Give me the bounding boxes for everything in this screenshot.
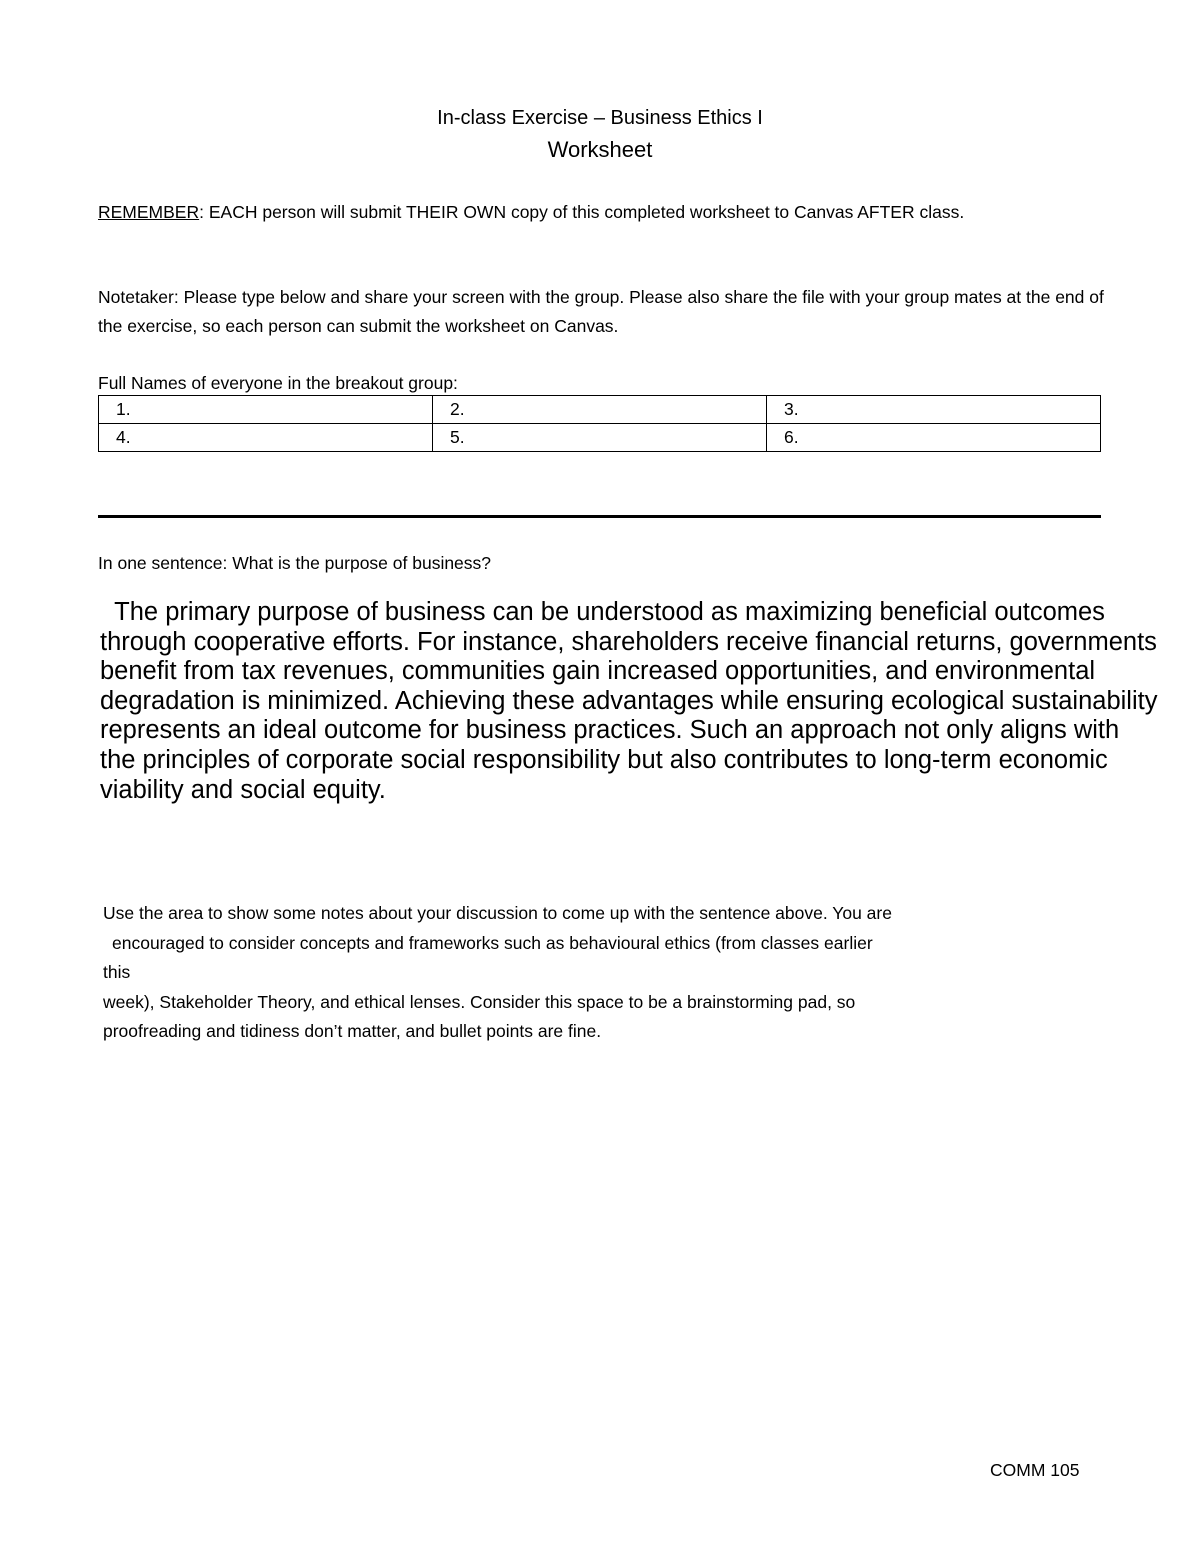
notes-instructions bbox=[103, 899, 1113, 1047]
name-cell-4[interactable]: 4. bbox=[99, 424, 433, 452]
name-cell-3[interactable]: 3. bbox=[767, 396, 1101, 424]
course-footer: COMM 105 bbox=[990, 1460, 1080, 1480]
document-title: In-class Exercise – Business Ethics I bbox=[437, 107, 763, 129]
notes-line: week), Stakeholder Theory, and ethical lenses. Consider this space to be a brainstorming pad, so bbox=[103, 991, 856, 1012]
section-divider bbox=[98, 515, 1101, 518]
remember-label: REMEMBER bbox=[98, 202, 200, 222]
table-row bbox=[99, 396, 1101, 424]
notetaker-instructions: Notetaker: Please type below and share your screen with the group. Please also share the file with your group mates at the end of the exercise, so each person can submit the worksheet on Canvas. bbox=[98, 287, 1104, 336]
notes-line: this bbox=[103, 962, 131, 982]
name-cell-5[interactable]: 5. bbox=[433, 424, 767, 452]
names-label: Full Names of everyone in the breakout group: bbox=[98, 373, 458, 393]
names-table bbox=[98, 395, 1101, 452]
notes-line: Use the area to show some notes about your discussion to come up with the sentence above. You are bbox=[103, 903, 892, 923]
name-cell-6[interactable]: 6. bbox=[767, 424, 1101, 452]
table-row bbox=[99, 424, 1101, 452]
name-cell-2[interactable]: 2. bbox=[433, 396, 767, 424]
purpose-answer[interactable]: The primary purpose of business can be understood as maximizing beneficial outcomes through cooperative efforts. For instance, shareholders receive financial returns, governments benefit from tax revenues, communities gain increased opportunities, and environmental degradation is minimized. Achieving these advantages while ensuring ecological sustainability represents an ideal outcome for business practices. Such an approach not only aligns with the principles of corporate social responsibility but also contributes to long-term economic viability and social equity. bbox=[100, 598, 1165, 804]
remember-text: : EACH person will submit THEIR OWN copy of this completed worksheet to Canvas AFTER class. bbox=[199, 202, 965, 222]
remember-notice bbox=[98, 198, 1108, 227]
name-cell-1[interactable]: 1. bbox=[99, 396, 433, 424]
document-subtitle: Worksheet bbox=[547, 137, 653, 162]
purpose-question: In one sentence: What is the purpose of business? bbox=[98, 553, 492, 573]
notes-line: encouraged to consider concepts and frameworks such as behavioural ethics (from classes earlier bbox=[112, 932, 873, 953]
notes-line: proofreading and tidiness don’t matter, and bullet points are fine. bbox=[103, 1021, 602, 1041]
